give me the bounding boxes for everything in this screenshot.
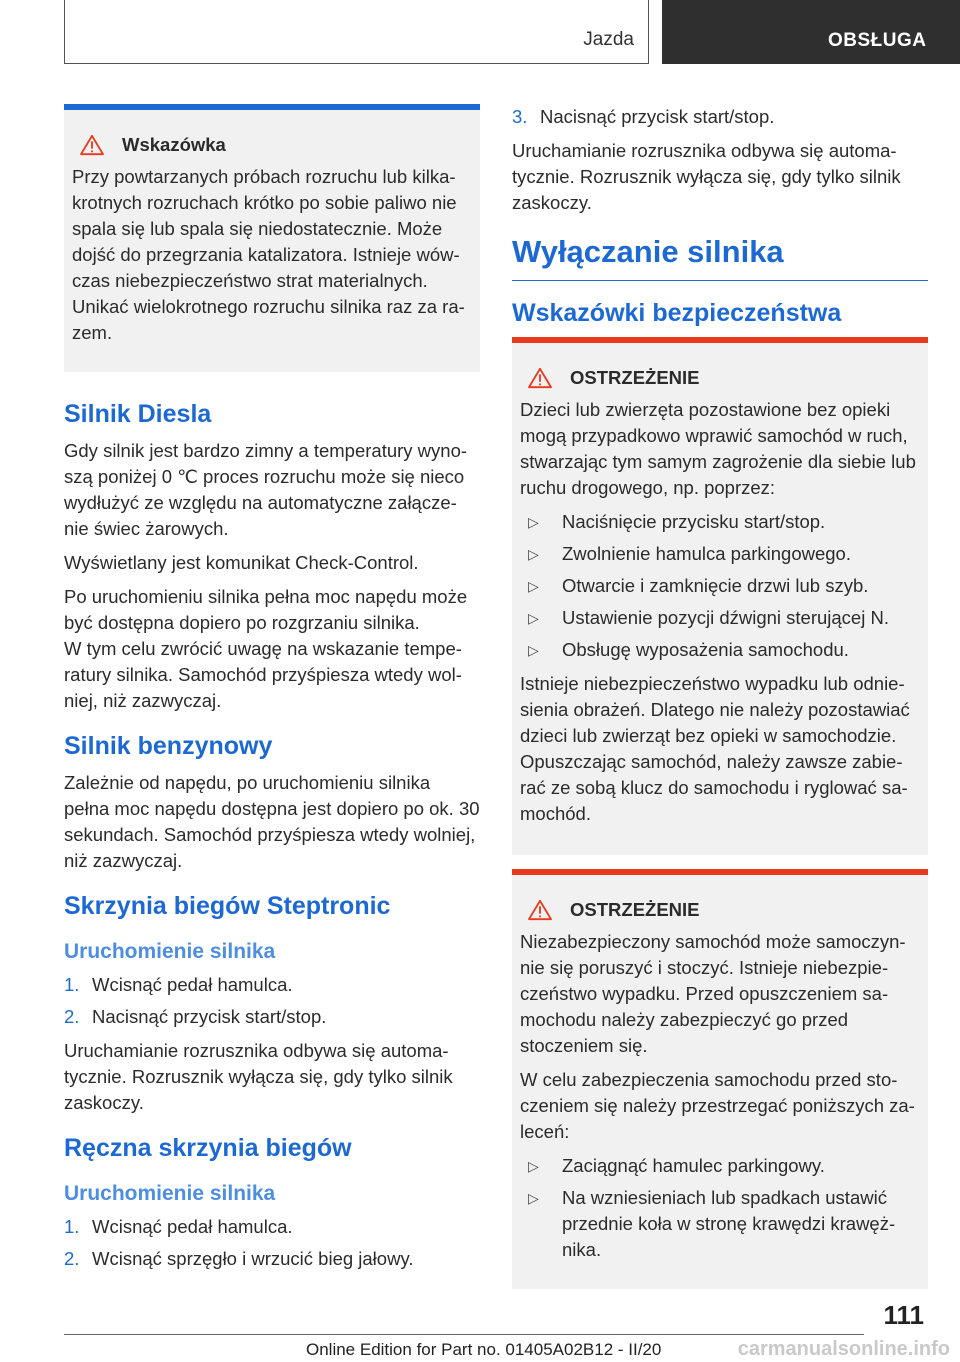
- header-chapter-tab: [662, 0, 960, 64]
- list-item: [64, 1004, 480, 1030]
- bullet-triangle-icon: ▷: [528, 1158, 539, 1174]
- step-number: 3.: [512, 106, 528, 127]
- bullet-triangle-icon: ▷: [528, 610, 539, 626]
- left-column: [64, 104, 480, 1280]
- bullet-triangle-icon: ▷: [528, 642, 539, 658]
- manual-steps: [64, 1214, 480, 1272]
- list-item: [64, 1246, 480, 1272]
- bullet-triangle-icon: ▷: [528, 514, 539, 530]
- watermark: carmanualsonline.info: [737, 1338, 950, 1360]
- list-item: [520, 605, 920, 631]
- warning-2-list: [520, 1153, 920, 1263]
- step-text: Nacisnąć przycisk start/stop.: [92, 1006, 327, 1027]
- step-text: Wcisnąć pedał hamulca.: [92, 1216, 293, 1237]
- bullet-triangle-icon: ▷: [528, 1190, 539, 1206]
- note-box: [64, 104, 480, 372]
- warning-triangle-icon: [526, 367, 554, 389]
- list-item-text: Otwarcie i zamknięcie drzwi lub szyb.: [562, 575, 869, 596]
- page-number: 111: [883, 1300, 924, 1330]
- note-title-text: Wskazówka: [122, 134, 226, 155]
- header-section-label: Jazda: [583, 29, 634, 50]
- list-item-text: Naciśnięcie przycisku start/stop.: [562, 511, 826, 532]
- warning-1-paragraph-1: Dzieci lub zwierzęta pozostawione bez opieki mogą przypadkowo wprawić samochód w ruch, stwarzając tym samym zagrożenie dla siebie lub ruchu drogowego, np. poprzez:: [520, 399, 916, 498]
- steptronic-paragraph: Uruchamianie rozrusznika odbywa się automa-tycznie. Rozrusznik wyłącza się, gdy tylko silnik zaskoczy.: [64, 1040, 453, 1113]
- list-item: [520, 509, 920, 535]
- warning-2-paragraph-1: Niezabezpieczony samochód może samoczyn-nie się poruszyć i stoczyć. Istnieje niebezpie-czeństwo wypadku. Przed opuszczeniem sa-mochodu należy zabezpieczyć go przed stoczeniem się.: [520, 931, 906, 1056]
- list-item: [520, 1153, 920, 1179]
- starter-paragraph: Uruchamianie rozrusznika odbywa się automa-tycznie. Rozrusznik wyłącza się, gdy tylko silnik zaskoczy.: [512, 140, 901, 213]
- note-title: [72, 132, 472, 158]
- bullet-triangle-icon: ▷: [528, 578, 539, 594]
- footer-edition: Online Edition for Part no. 01405A02B12 - II/20: [306, 1340, 662, 1359]
- list-item: [520, 637, 920, 663]
- header-section-box: [64, 0, 649, 64]
- warning-1-paragraph-2: Istnieje niebezpieczeństwo wypadku lub odnie-sienia obrażeń. Dlatego nie należy pozostawiać dzieci lub zwierząt bez opieki w samochodzie. Opuszczając samochód, należy zawsze zabie-rać ze sobą klucz do samochodu i ryglować sa-mochód.: [520, 673, 910, 824]
- heading-manual: Ręczna skrzynia biegów: [64, 1134, 352, 1162]
- warning-box-1: [512, 337, 928, 855]
- list-item: [512, 104, 928, 130]
- header-chapter-label: OBSŁUGA: [828, 30, 927, 51]
- list-item-text: Zaciągnąć hamulec parkingowy.: [562, 1155, 825, 1176]
- warning-title: [520, 897, 920, 923]
- diesel-paragraph-4: W tym celu zwrócić uwagę na wskazanie tempe-ratury silnika. Samochód przyśpiesza wtedy wol-niej, niż zazwyczaj.: [64, 638, 462, 711]
- list-item: [520, 1185, 920, 1263]
- step-text: Nacisnąć przycisk start/stop.: [540, 106, 775, 127]
- footer-divider: [64, 1334, 864, 1335]
- step-text: Wcisnąć pedał hamulca.: [92, 974, 293, 995]
- heading-safety-notes: Wskazówki bezpieczeństwa: [512, 299, 842, 327]
- list-item: [520, 541, 920, 567]
- warning-1-list: [520, 509, 920, 663]
- warning-title-text: OSTRZEŻENIE: [570, 899, 700, 920]
- step-number: 2.: [64, 1006, 80, 1027]
- diesel-paragraph-1: Gdy silnik jest bardzo zimny a temperatury wyno-szą poniżej 0 ℃ proces rozruchu może się nieco wydłużyć ze względu na automatyczne załącze-nie świec żarowych.: [64, 440, 468, 539]
- step-number: 1.: [64, 974, 80, 995]
- list-item-text: Zwolnienie hamulca parkingowego.: [562, 543, 851, 564]
- bullet-triangle-icon: ▷: [528, 546, 539, 562]
- steptronic-steps-continued: [512, 104, 928, 130]
- steptronic-steps: [64, 972, 480, 1030]
- page-header: [0, 0, 960, 66]
- right-column: [512, 104, 928, 1303]
- list-item: [64, 972, 480, 998]
- heading-diesel: Silnik Diesla: [64, 400, 212, 428]
- list-item: [64, 1214, 480, 1240]
- list-item: [520, 573, 920, 599]
- warning-triangle-icon: [78, 134, 106, 156]
- warning-title-text: OSTRZEŻENIE: [570, 367, 700, 388]
- heading-engine-off: Wyłączanie silnika: [512, 234, 928, 281]
- petrol-paragraph: Zależnie od napędu, po uruchomieniu silnika pełna moc napędu dostępna jest dopiero po ok. 30 sekundach. Samochód przyśpiesza wtedy wolniej, niż zazwyczaj.: [64, 772, 480, 871]
- heading-steptronic: Skrzynia biegów Steptronic: [64, 892, 391, 920]
- list-item-text: Obsługę wyposażenia samochodu.: [562, 639, 849, 660]
- step-number: 2.: [64, 1248, 80, 1269]
- list-item-text: Ustawienie pozycji dźwigni sterującej N.: [562, 607, 889, 628]
- warning-triangle-icon: [526, 899, 554, 921]
- step-number: 1.: [64, 1216, 80, 1237]
- note-text: Przy powtarzanych próbach rozruchu lub kilka-krotnych rozruchach krótko po sobie paliwo nie spala się lub spala się niedostatecznie. Może dojść do przegrzania katalizatora. Istnieje wów-czas niebezpieczeństwo strat materialnych. Unikać wielokrotnego rozruchu silnika raz za ra-zem.: [72, 166, 465, 343]
- heading-petrol: Silnik benzynowy: [64, 732, 273, 760]
- diesel-paragraph-2: Wyświetlany jest komunikat Check-Control.: [64, 552, 419, 573]
- warning-box-2: [512, 869, 928, 1289]
- list-item-text: Na wzniesieniach lub spadkach ustawić przednie koła w stronę krawędzi krawęż-nika.: [562, 1187, 896, 1260]
- subheading-manual-start: Uruchomienie silnika: [64, 1182, 276, 1205]
- warning-2-paragraph-2: W celu zabezpieczenia samochodu przed sto-czeniem się należy przestrzegać poniższych za-leceń:: [520, 1069, 915, 1142]
- step-text: Wcisnąć sprzęgło i wrzucić bieg jałowy.: [92, 1248, 414, 1269]
- diesel-paragraph-3: Po uruchomieniu silnika pełna moc napędu może być dostępna dopiero po rozgrzaniu silnika.: [64, 586, 468, 633]
- subheading-steptronic-start: Uruchomienie silnika: [64, 940, 276, 963]
- warning-title: [520, 365, 920, 391]
